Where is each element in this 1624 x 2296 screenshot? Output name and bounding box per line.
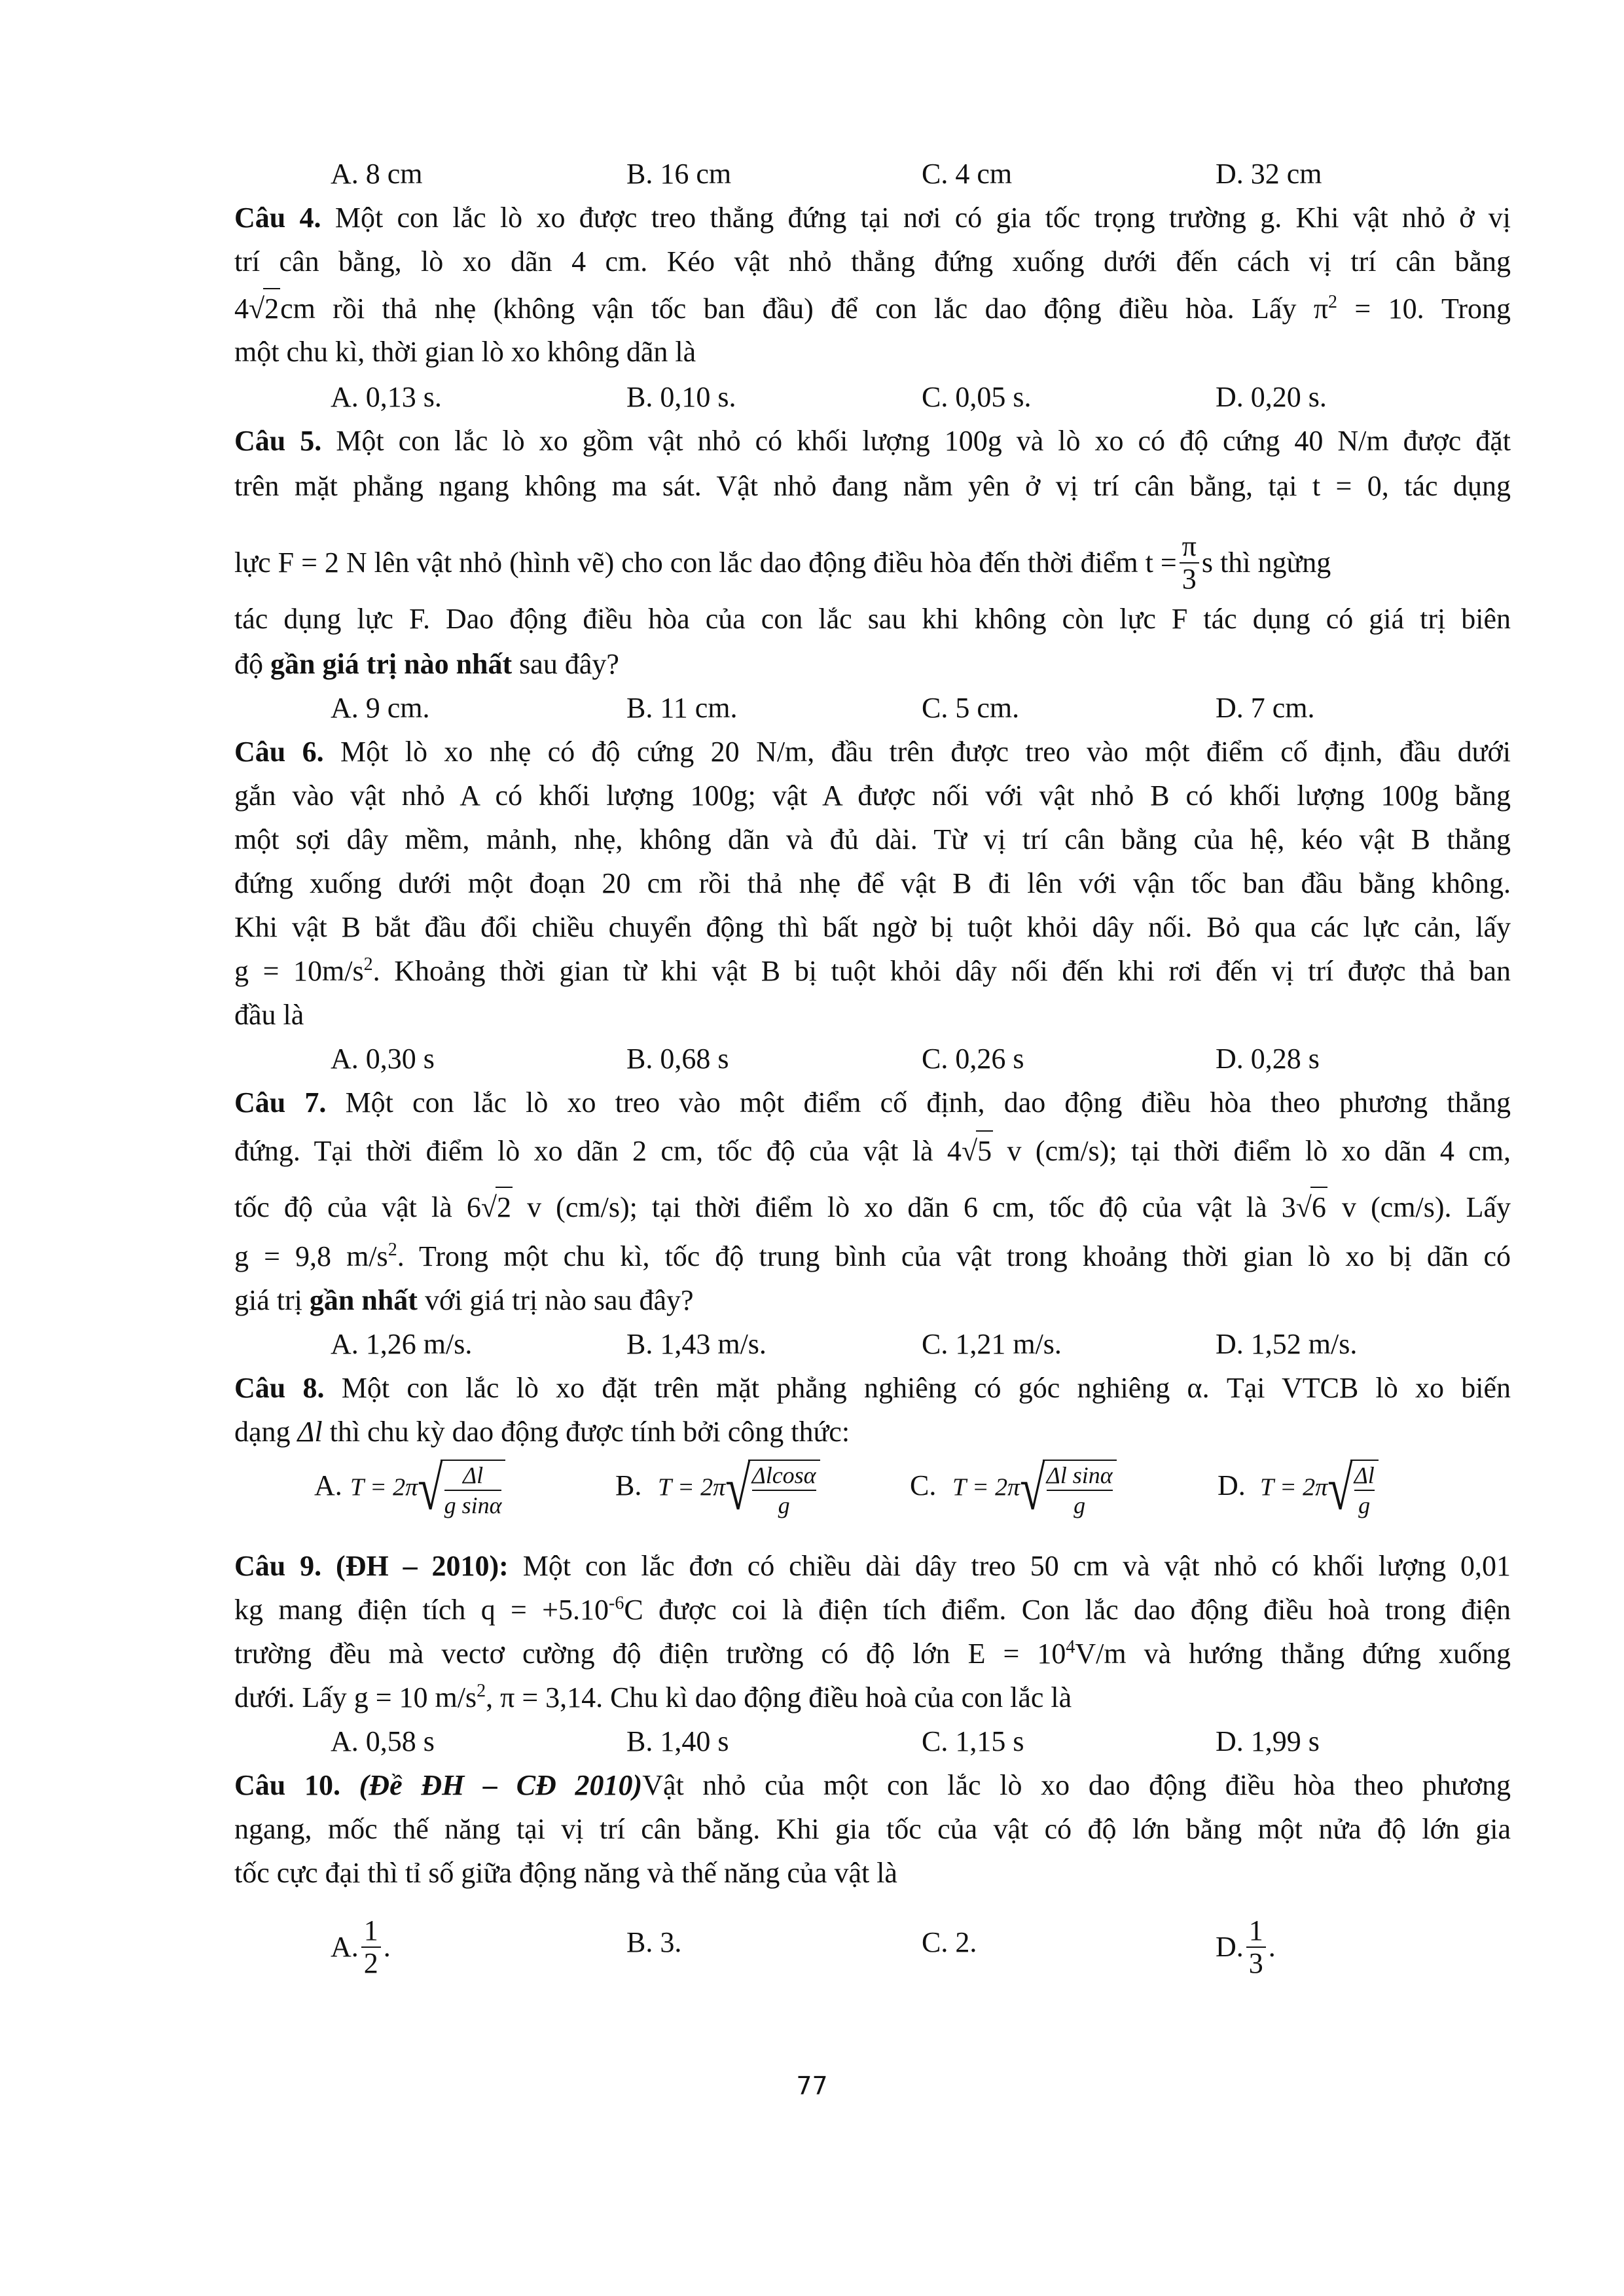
q8-line-1: Câu 8. Một con lắc lò xo đặt trên mặt phẳng nghiêng có góc nghiêng α. Tại VTCB lò xo biến bbox=[234, 1372, 1511, 1404]
q6-options bbox=[331, 1039, 1522, 1079]
q7-label: Câu 7. bbox=[234, 1086, 327, 1119]
q6-option-c: C. 0,26 s bbox=[922, 1043, 1024, 1075]
q4-text-3c: = 10. Trong bbox=[1337, 293, 1511, 325]
q6-option-a: A. 0,30 s bbox=[331, 1043, 435, 1075]
q5-options bbox=[331, 689, 1522, 728]
q5-option-d: D. 7 cm. bbox=[1216, 692, 1315, 724]
q10-option-a: A. $\frac{1}{2}$ . bbox=[331, 1914, 391, 1979]
q5-option-a: A. 9 cm. bbox=[331, 692, 430, 724]
q10-option-b: B. 3. bbox=[626, 1926, 682, 1958]
q9-line-2: kg mang điện tích $q = +5.10^{-6}C$ được coi là điện tích điểm. Con lắc dao động điều hoà trong điện bbox=[234, 1593, 1511, 1626]
q5-fraction: $\frac{\pi}{3}$ bbox=[1180, 531, 1199, 595]
q4-line-3 bbox=[234, 288, 1511, 329]
q10-source: (Đề ĐH – CĐ 2010) bbox=[340, 1769, 643, 1801]
q10-line-1: Câu 10. (Đề ĐH – CĐ 2010)Vật nhỏ của một con lắc lò xo dao động điều hòa theo phương bbox=[234, 1769, 1511, 1801]
q4-line-2: trí cân bằng, lò xo dãn 4 cm. Kéo vật nhỏ thẳng đứng xuống dưới đến cách vị trí cân bằng bbox=[234, 245, 1511, 278]
q3-option-c: C. 4 cm bbox=[922, 158, 1013, 190]
q3-option-a: A. 8 cm bbox=[331, 158, 423, 190]
q5-label: Câu 5. bbox=[234, 425, 322, 457]
q4-text-1: Một con lắc lò xo được treo thẳng đứng tại nơi có gia tốc trọng trường g. Khi vật nhỏ ở vị bbox=[334, 202, 1511, 234]
q9-option-c: C. 1,15 s bbox=[922, 1725, 1024, 1757]
q6-line-4: đứng xuống dưới một đoạn 20 cm rồi thả nhẹ để vật B đi lên với vận tốc ban đầu bằng không. bbox=[234, 867, 1511, 899]
q8-letter-b: B. bbox=[615, 1469, 642, 1501]
q4-label: Câu 4. bbox=[234, 202, 321, 234]
q6-label: Câu 6. bbox=[234, 736, 324, 768]
q4-options bbox=[331, 378, 1522, 417]
q9-line-4: dưới. Lấy g = 10 $m/s^2$, π = 3,14. Chu kì dao động điều hoà của con lắc là bbox=[234, 1681, 1072, 1713]
q6-line-6: $g = 10m/s^2$. Khoảng thời gian từ khi vật B bị tuột khỏi dây nối đến khi rơi đến vị trí được thả ban bbox=[234, 954, 1511, 987]
q9-option-b: B. 1,40 s bbox=[626, 1725, 729, 1757]
q5-bold: gần giá trị nào nhất bbox=[270, 648, 513, 680]
q7-bold: gần nhất bbox=[309, 1284, 418, 1316]
q5-line-3 bbox=[234, 530, 1511, 598]
q5-text-1: Một con lắc lò xo gồm vật nhỏ có khối lượng 100g và lò xo có độ cứng 40 N/m được đặt bbox=[336, 425, 1511, 457]
q8-options bbox=[314, 1455, 1522, 1538]
q7-line-5: giá trị gần nhất với giá trị nào sau đây? bbox=[234, 1284, 694, 1316]
q3-options bbox=[331, 154, 1522, 194]
q9-label: Câu 9. (ĐH – 2010): bbox=[234, 1550, 509, 1582]
q6-option-b: B. 0,68 s bbox=[626, 1043, 729, 1075]
q7-options bbox=[331, 1325, 1522, 1364]
q4-text-3: cm rồi thả nhẹ (không vận tốc ban đầu) để con lắc dao động điều hòa. Lấy π bbox=[280, 293, 1329, 325]
q8-formula-a: T = 2π√ $\frac{\Delta l}{\text{g sinα}}$ bbox=[350, 1460, 505, 1520]
q8-letter-a: A. bbox=[314, 1469, 342, 1501]
q8-letter-d: D. bbox=[1218, 1469, 1246, 1501]
q10-fraction-a: $\frac{1}{2}$ bbox=[361, 1915, 381, 1979]
page-number: 77 bbox=[796, 2072, 828, 2100]
q7-line-1: Câu 7. Một con lắc lò xo treo vào một điểm cố định, dao động điều hòa theo phương thẳng bbox=[234, 1086, 1511, 1119]
q5-text-3b: s thì ngừng bbox=[1201, 547, 1331, 579]
q5-text-3a: lực F = 2 N lên vật nhỏ (hình vẽ) cho con lắc dao động điều hòa đến thời điểm t = bbox=[234, 547, 1177, 579]
q7-line-3: tốc độ của vật là 6√2 v (cm/s); tại thời điểm lò xo dãn 6 cm, tốc độ của vật là 3√6 v (cm/s). Lấy bbox=[234, 1187, 1511, 1227]
q10-options bbox=[331, 1914, 1522, 1990]
q5-line-4: tác dụng lực F. Dao động điều hòa của con lắc sau khi không còn lực F tác dụng có giá trị biên bbox=[234, 603, 1511, 635]
q8-letter-c: C. bbox=[910, 1469, 937, 1501]
q5-option-b: B. 11 cm. bbox=[626, 692, 738, 724]
q10-line-2: ngang, mốc thế năng tại vị trí cân bằng. Khi gia tốc của vật có độ lớn bằng một nửa độ lớn gia bbox=[234, 1813, 1511, 1845]
q8-formula-c: T = 2π√ $\frac{\text{Δl sinα}}{g}$ bbox=[952, 1460, 1117, 1520]
q4-line-4: một chu kì, thời gian lò xo không dãn là bbox=[234, 336, 696, 368]
q9-option-d: D. 1,99 s bbox=[1216, 1725, 1320, 1757]
q9-option-a: A. 0,58 s bbox=[331, 1725, 435, 1757]
q4-option-b: B. 0,10 s. bbox=[626, 381, 736, 413]
q10-option-c: C. 2. bbox=[922, 1926, 977, 1958]
q7-line-4: g = 9,8 $m/s^2$. Trong một chu kì, tốc độ trung bình của vật trong khoảng thời gian lò xo bị dãn có bbox=[234, 1240, 1511, 1272]
q4-option-a: A. 0,13 s. bbox=[331, 381, 442, 413]
q9-line-3: trường đều mà vectơ cường độ điện trường có độ lớn $E = 10^4V/m$ và hướng thẳng đứng xuống bbox=[234, 1637, 1511, 1670]
q8-line-2: dạng Δl thì chu kỳ dao động được tính bởi công thức: bbox=[234, 1416, 850, 1448]
q9-line-1: Câu 9. (ĐH – 2010): Một con lắc đơn có chiều dài dây treo 50 cm và vật nhỏ có khối lượng 0,01 bbox=[234, 1550, 1511, 1582]
q10-fraction-d: $\frac{1}{3}$ bbox=[1246, 1915, 1266, 1979]
q8-label: Câu 8. bbox=[234, 1372, 325, 1404]
q7-sqrt-5: √5 bbox=[962, 1130, 993, 1171]
q7-sqrt-2: √2 bbox=[481, 1187, 513, 1227]
q6-line-7: đầu là bbox=[234, 999, 304, 1031]
q8-formula-b: T = 2π√ $\frac{\Delta lcos\alpha}{g}$ bbox=[658, 1460, 820, 1520]
q10-line-3: tốc cực đại thì tỉ số giữa động năng và thế năng của vật là bbox=[234, 1857, 897, 1889]
q7-sqrt-6: √6 bbox=[1296, 1187, 1327, 1227]
q3-option-b: B. 16 cm bbox=[626, 158, 732, 190]
q6-option-d: D. 0,28 s bbox=[1216, 1043, 1320, 1075]
q7-option-b: B. 1,43 m/s. bbox=[626, 1328, 767, 1360]
q6-line-2: gắn vào vật nhỏ A có khối lượng 100g; vật A được nối với vật nhỏ B có khối lượng 100g bằng bbox=[234, 780, 1511, 812]
q8-formula-d: T = 2π√ $\frac{\Delta l}{g}$ bbox=[1260, 1460, 1379, 1520]
q6-line-1: Câu 6. Một lò xo nhẹ có độ cứng 20 N/m, đầu trên được treo vào một điểm cố định, đầu dưới bbox=[234, 736, 1511, 768]
q7-option-d: D. 1,52 m/s. bbox=[1216, 1328, 1358, 1360]
q4-sup: 2 bbox=[1328, 292, 1338, 312]
q4-option-c: C. 0,05 s. bbox=[922, 381, 1032, 413]
q5-option-c: C. 5 cm. bbox=[922, 692, 1020, 724]
q5-line-5: độ gần giá trị nào nhất sau đây? bbox=[234, 648, 619, 680]
q9-options bbox=[331, 1722, 1522, 1761]
q4-coef: 4 bbox=[234, 293, 249, 325]
q10-option-d: D. $\frac{1}{3}$ . bbox=[1216, 1914, 1276, 1979]
q7-option-a: A. 1,26 m/s. bbox=[331, 1328, 473, 1360]
q5-line-2: trên mặt phẳng ngang không ma sát. Vật nhỏ đang nằm yên ở vị trí cân bằng, tại t = 0, tác dụng bbox=[234, 470, 1511, 502]
q7-line-2: đứng. Tại thời điểm lò xo dãn 2 cm, tốc độ của vật là 4√5 v (cm/s); tại thời điểm lò xo dãn 4 cm, bbox=[234, 1130, 1511, 1171]
q4-sqrt: √2 bbox=[249, 288, 280, 329]
q10-label: Câu 10. bbox=[234, 1769, 340, 1801]
q5-line-1 bbox=[234, 422, 1511, 461]
q7-option-c: C. 1,21 m/s. bbox=[922, 1328, 1062, 1360]
q4-line-1 bbox=[234, 198, 1511, 238]
q4-option-d: D. 0,20 s. bbox=[1216, 381, 1327, 413]
q6-line-5: Khi vật B bắt đầu đổi chiều chuyển động thì bất ngờ bị tuột khỏi dây nối. Bỏ qua các lực cản, lấy bbox=[234, 911, 1511, 943]
q3-option-d: D. 32 cm bbox=[1216, 158, 1322, 190]
q6-line-3: một sợi dây mềm, mảnh, nhẹ, không dãn và đủ dài. Từ vị trí cân bằng của hệ, kéo vật B thẳng bbox=[234, 823, 1511, 855]
